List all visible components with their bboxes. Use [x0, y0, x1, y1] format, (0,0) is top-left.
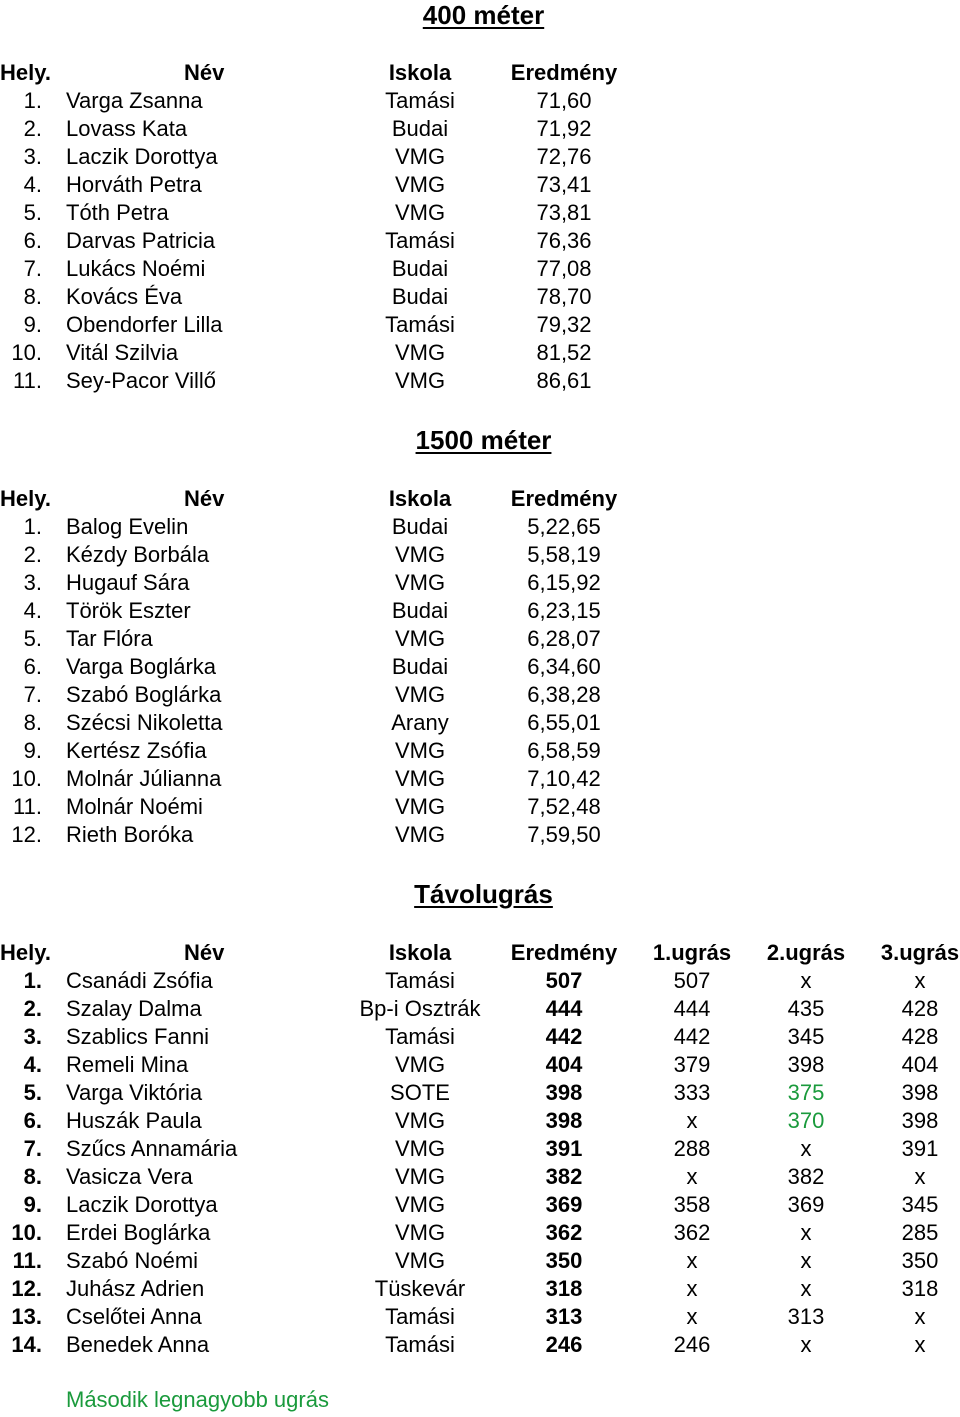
result-cell: 404 [545, 1052, 583, 1077]
result-cell: 6,55,01 [527, 710, 601, 735]
jump-1-cell: 507 [673, 968, 711, 993]
name-cell: Remeli Mina [66, 1052, 189, 1077]
jump-2-cell: x [800, 968, 812, 993]
table-row [0, 1191, 960, 1219]
school-cell: Tüskevár [374, 1276, 466, 1301]
school-cell: VMG [394, 682, 446, 707]
name-cell: Tar Flóra [66, 626, 153, 651]
table-row [0, 143, 960, 171]
school-cell: VMG [394, 1052, 446, 1077]
rank-cell: 4. [23, 1052, 42, 1077]
table-row [0, 311, 960, 339]
header-school: Iskola [388, 60, 452, 85]
school-cell: Budai [391, 514, 449, 539]
section-title-long-jump: Távolugrás [414, 879, 553, 909]
school-cell: Budai [391, 598, 449, 623]
rank-cell: 10. [11, 340, 42, 365]
name-cell: Huszák Paula [66, 1108, 202, 1133]
rank-cell: 3. [23, 144, 42, 169]
result-cell: 318 [545, 1276, 583, 1301]
rank-cell: 8. [23, 710, 42, 735]
table-row [0, 171, 960, 199]
table-row [0, 255, 960, 283]
rank-cell: 11. [12, 1248, 42, 1273]
header-school: Iskola [388, 486, 452, 511]
rank-cell: 7. [23, 256, 42, 281]
table-row [0, 367, 960, 395]
header-rank: Hely. [0, 486, 51, 511]
result-cell: 7,10,42 [527, 766, 601, 791]
rank-cell: 2. [23, 996, 42, 1021]
name-cell: Varga Viktória [66, 1080, 203, 1105]
result-cell: 5,22,65 [527, 514, 601, 539]
table-row [0, 1051, 960, 1079]
rank-cell: 3. [23, 1024, 42, 1049]
result-cell: 391 [545, 1136, 583, 1161]
name-cell: Tóth Petra [66, 200, 169, 225]
result-cell: 444 [545, 996, 583, 1021]
rank-cell: 1. [23, 968, 42, 993]
table-row [0, 569, 960, 597]
rank-cell: 2. [23, 116, 42, 141]
rank-cell: 9. [23, 1192, 42, 1217]
table-row [0, 625, 960, 653]
jump-1-cell: 444 [673, 996, 711, 1021]
jump-2-cell: 375 [787, 1080, 825, 1105]
school-cell: VMG [394, 200, 446, 225]
table-row [0, 283, 960, 311]
rank-cell: 3. [23, 570, 42, 595]
table-row [0, 1023, 960, 1051]
table-header-400m [0, 59, 960, 87]
jump-2-cell: x [800, 1332, 812, 1357]
table-row [0, 1247, 960, 1275]
rank-cell: 5. [23, 626, 42, 651]
jump-3-cell: 398 [901, 1080, 939, 1105]
jump-3-cell: 391 [901, 1136, 939, 1161]
jump-2-cell: 313 [787, 1304, 825, 1329]
name-cell: Cselőtei Anna [66, 1304, 202, 1329]
result-cell: 313 [545, 1304, 583, 1329]
name-cell: Szablics Fanni [66, 1024, 210, 1049]
rank-cell: 4. [23, 598, 42, 623]
result-cell: 382 [545, 1164, 583, 1189]
jump-2-cell: x [800, 1248, 812, 1273]
table-header-1500m [0, 485, 960, 513]
table-row [0, 597, 960, 625]
jump-1-cell: 246 [673, 1332, 711, 1357]
jump-1-cell: 288 [673, 1136, 711, 1161]
name-cell: Benedek Anna [66, 1332, 210, 1357]
rank-cell: 5. [23, 200, 42, 225]
school-cell: Budai [391, 116, 449, 141]
name-cell: Török Eszter [66, 598, 191, 623]
table-row [0, 1331, 960, 1359]
rank-cell: 8. [23, 284, 42, 309]
table-row [0, 681, 960, 709]
table-row [0, 653, 960, 681]
rank-cell: 7. [23, 682, 42, 707]
result-cell: 442 [545, 1024, 583, 1049]
name-cell: Vasicza Vera [66, 1164, 193, 1189]
school-cell: Tamási [385, 1024, 455, 1049]
table-row [0, 339, 960, 367]
result-cell: 6,38,28 [527, 682, 601, 707]
name-cell: Laczik Dorottya [66, 144, 218, 169]
header-jump-2: 2.ugrás [766, 940, 846, 965]
school-cell: VMG [394, 626, 446, 651]
table-row [0, 737, 960, 765]
school-cell: Tamási [385, 1304, 455, 1329]
name-cell: Kertész Zsófia [66, 738, 207, 763]
school-cell: Arany [391, 710, 449, 735]
result-cell: 7,52,48 [527, 794, 601, 819]
name-cell: Molnár Júlianna [66, 766, 222, 791]
table-row [0, 227, 960, 255]
table-row [0, 87, 960, 115]
rank-cell: 12. [11, 822, 42, 847]
school-cell: Tamási [385, 88, 455, 113]
name-cell: Horváth Petra [66, 172, 202, 197]
jump-2-cell: 369 [787, 1192, 825, 1217]
result-cell: 79,32 [536, 312, 592, 337]
table-row [0, 995, 960, 1023]
name-cell: Darvas Patricia [66, 228, 216, 253]
jump-3-cell: 428 [901, 996, 939, 1021]
jump-3-cell: 350 [901, 1248, 939, 1273]
school-cell: VMG [394, 1136, 446, 1161]
jump-2-cell: 345 [787, 1024, 825, 1049]
header-name: Név [184, 940, 225, 965]
school-cell: VMG [394, 1108, 446, 1133]
rank-cell: 5. [23, 1080, 42, 1105]
rank-cell: 7. [23, 1136, 42, 1161]
rank-cell: 9. [23, 738, 42, 763]
rank-cell: 9. [23, 312, 42, 337]
header-result: Eredmény [510, 486, 618, 511]
rank-cell: 11. [13, 794, 42, 819]
result-cell: 246 [545, 1332, 583, 1357]
section-title-1500m: 1500 méter [415, 425, 552, 455]
school-cell: Budai [391, 284, 449, 309]
name-cell: Laczik Dorottya [66, 1192, 218, 1217]
school-cell: Bp-i Osztrák [359, 996, 481, 1021]
result-cell: 78,70 [536, 284, 592, 309]
rank-cell: 8. [23, 1164, 42, 1189]
result-cell: 73,81 [536, 200, 592, 225]
name-cell: Lovass Kata [66, 116, 188, 141]
result-cell: 6,58,59 [527, 738, 601, 763]
table-row [0, 1135, 960, 1163]
result-cell: 6,34,60 [527, 654, 601, 679]
school-cell: VMG [394, 794, 446, 819]
jump-2-cell: x [800, 1220, 812, 1245]
school-cell: VMG [394, 340, 446, 365]
name-cell: Balog Evelin [66, 514, 189, 539]
header-rank: Hely. [0, 60, 51, 85]
section-title-400m: 400 méter [422, 0, 545, 30]
header-rank: Hely. [0, 940, 51, 965]
header-jump-3: 3.ugrás [880, 940, 960, 965]
result-cell: 6,15,92 [527, 570, 601, 595]
rank-cell: 1. [23, 88, 42, 113]
school-cell: VMG [394, 738, 446, 763]
table-row [0, 513, 960, 541]
school-cell: VMG [394, 172, 446, 197]
result-cell: 86,61 [536, 368, 592, 393]
jump-3-cell: x [914, 1332, 926, 1357]
jump-1-cell: 442 [673, 1024, 711, 1049]
table-row [0, 1079, 960, 1107]
header-result: Eredmény [510, 940, 618, 965]
jump-3-cell: x [914, 1304, 926, 1329]
result-cell: 507 [545, 968, 583, 993]
jump-3-cell: 398 [901, 1108, 939, 1133]
result-cell: 5,58,19 [527, 542, 601, 567]
jump-2-cell: x [800, 1136, 812, 1161]
rank-cell: 10. [11, 766, 42, 791]
name-cell: Szalay Dalma [66, 996, 202, 1021]
header-jump-1: 1.ugrás [652, 940, 732, 965]
header-result: Eredmény [510, 60, 618, 85]
name-cell: Csanádi Zsófia [66, 968, 213, 993]
school-cell: VMG [394, 822, 446, 847]
rank-cell: 6. [23, 228, 42, 253]
school-cell: VMG [394, 368, 446, 393]
name-cell: Kézdy Borbála [66, 542, 210, 567]
jump-1-cell: x [686, 1276, 698, 1301]
jump-1-cell: 333 [673, 1080, 711, 1105]
name-cell: Szűcs Annamária [66, 1136, 238, 1161]
rank-cell: 14. [11, 1332, 42, 1357]
school-cell: Budai [391, 256, 449, 281]
result-cell: 77,08 [536, 256, 592, 281]
rank-cell: 6. [23, 654, 42, 679]
result-cell: 73,41 [536, 172, 592, 197]
jump-1-cell: 379 [673, 1052, 711, 1077]
name-cell: Vitál Szilvia [66, 340, 179, 365]
school-cell: VMG [394, 766, 446, 791]
result-cell: 71,92 [536, 116, 592, 141]
name-cell: Erdei Boglárka [66, 1220, 211, 1245]
result-cell: 398 [545, 1108, 583, 1133]
school-cell: VMG [394, 1192, 446, 1217]
result-cell: 6,23,15 [527, 598, 601, 623]
name-cell: Lukács Noémi [66, 256, 206, 281]
jump-3-cell: 404 [901, 1052, 939, 1077]
rank-cell: 6. [23, 1108, 42, 1133]
result-cell: 350 [545, 1248, 583, 1273]
result-cell: 369 [545, 1192, 583, 1217]
school-cell: VMG [394, 1220, 446, 1245]
name-cell: Molnár Noémi [66, 794, 203, 819]
table-row [0, 541, 960, 569]
result-cell: 7,59,50 [527, 822, 601, 847]
jump-1-cell: 358 [673, 1192, 711, 1217]
rank-cell: 1. [23, 514, 42, 539]
school-cell: VMG [394, 1248, 446, 1273]
rank-cell: 10. [11, 1220, 42, 1245]
jump-2-cell: 370 [787, 1108, 825, 1133]
jump-3-cell: 285 [901, 1220, 939, 1245]
jump-1-cell: x [686, 1164, 698, 1189]
school-cell: VMG [394, 570, 446, 595]
jump-1-cell: x [686, 1108, 698, 1133]
table-row [0, 765, 960, 793]
header-name: Név [184, 60, 225, 85]
school-cell: Tamási [385, 228, 455, 253]
name-cell: Rieth Boróka [66, 822, 194, 847]
table-row [0, 115, 960, 143]
jump-1-cell: x [686, 1304, 698, 1329]
name-cell: Szécsi Nikoletta [66, 710, 223, 735]
school-cell: Tamási [385, 968, 455, 993]
result-cell: 81,52 [536, 340, 592, 365]
legend-note: Második legnagyobb ugrás [66, 1387, 329, 1412]
name-cell: Kovács Éva [66, 284, 183, 309]
result-cell: 71,60 [536, 88, 592, 113]
name-cell: Szabó Boglárka [66, 682, 222, 707]
jump-3-cell: 428 [901, 1024, 939, 1049]
school-cell: SOTE [390, 1080, 450, 1105]
rank-cell: 4. [23, 172, 42, 197]
jump-3-cell: 318 [901, 1276, 939, 1301]
jump-2-cell: x [800, 1276, 812, 1301]
school-cell: Tamási [385, 312, 455, 337]
school-cell: VMG [394, 1164, 446, 1189]
jump-3-cell: x [914, 1164, 926, 1189]
header-school: Iskola [388, 940, 452, 965]
jump-2-cell: 435 [787, 996, 825, 1021]
school-cell: Budai [391, 654, 449, 679]
header-name: Név [184, 486, 225, 511]
result-cell: 398 [545, 1080, 583, 1105]
name-cell: Sey-Pacor Villő [66, 368, 216, 393]
table-row [0, 1303, 960, 1331]
jump-3-cell: x [914, 968, 926, 993]
jump-3-cell: 345 [901, 1192, 939, 1217]
school-cell: VMG [394, 542, 446, 567]
name-cell: Varga Zsanna [66, 88, 203, 113]
result-cell: 72,76 [536, 144, 592, 169]
school-cell: VMG [394, 144, 446, 169]
result-cell: 362 [545, 1220, 583, 1245]
rank-cell: 2. [23, 542, 42, 567]
table-row [0, 199, 960, 227]
table-row [0, 1219, 960, 1247]
table-row [0, 709, 960, 737]
name-cell: Juhász Adrien [66, 1276, 205, 1301]
rank-cell: 12. [11, 1276, 42, 1301]
name-cell: Hugauf Sára [66, 570, 190, 595]
name-cell: Obendorfer Lilla [66, 312, 223, 337]
jump-1-cell: 362 [673, 1220, 711, 1245]
table-row [0, 967, 960, 995]
table-row [0, 1163, 960, 1191]
jump-2-cell: 382 [787, 1164, 825, 1189]
result-cell: 6,28,07 [527, 626, 601, 651]
rank-cell: 13. [11, 1304, 42, 1329]
table-row [0, 1107, 960, 1135]
jump-2-cell: 398 [787, 1052, 825, 1077]
result-cell: 76,36 [536, 228, 592, 253]
table-row [0, 793, 960, 821]
table-row [0, 1275, 960, 1303]
name-cell: Varga Boglárka [66, 654, 217, 679]
table-row [0, 821, 960, 849]
table-header-long-jump [0, 939, 960, 967]
jump-1-cell: x [686, 1248, 698, 1273]
school-cell: Tamási [385, 1332, 455, 1357]
name-cell: Szabó Noémi [66, 1248, 199, 1273]
rank-cell: 11. [13, 368, 42, 393]
